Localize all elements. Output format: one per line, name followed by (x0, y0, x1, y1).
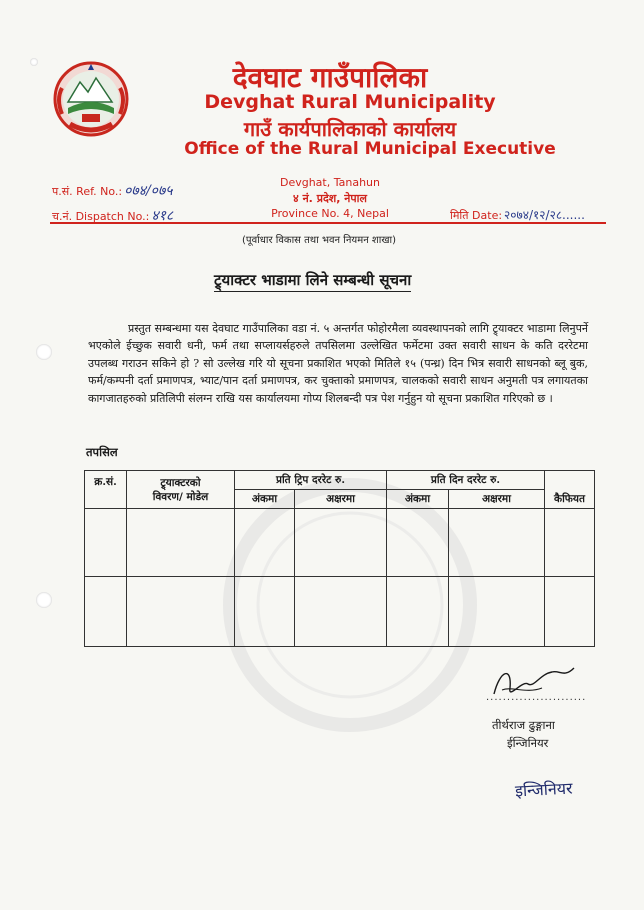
dispatch-label: च.नं. Dispatch No.: (52, 210, 150, 223)
signatory-title: ईन्जिनियर (507, 736, 549, 750)
branch-name: (पूर्वाधार विकास तथा भवन नियमन शाखा) (242, 235, 396, 246)
address-line-3: Province No. 4, Nepal (271, 207, 389, 220)
signatory-name: तीर्थराज ढुङ्गाना (492, 718, 555, 732)
col-day-words: अक्षरमा (449, 490, 545, 509)
table-row (85, 577, 595, 647)
ref-value: ०७४/०७५ (124, 183, 173, 199)
engineer-stamp: इन्जिनियर (514, 778, 573, 801)
date (450, 206, 585, 223)
notice-title: ट्र्याक्टर भाडामा लिने सम्बन्धी सूचना (214, 270, 411, 292)
col-serial-number: क्र.सं. (85, 471, 127, 509)
municipality-name-nepali: देवघाट गाउँपालिका (232, 61, 428, 94)
col-group-per-day: प्रति दिन दररेट रु. (387, 471, 545, 490)
col-tractor-line-1: ट्र्याक्टरको (160, 476, 201, 489)
address-line-2: ४ नं. प्रदेश, नेपाल (293, 192, 367, 205)
table-header-row (85, 471, 595, 490)
signature-dots: ........................ (486, 692, 587, 703)
col-tractor-line-2: विवरण/ मोडेल (152, 490, 209, 503)
rate-table (84, 470, 595, 647)
table-row (85, 509, 595, 577)
punch-hole-bottom (36, 592, 52, 608)
date-value: २०७४/१२/२८...... (504, 208, 585, 222)
office-name-english: Office of the Rural Municipal Executive (184, 139, 556, 159)
punch-hole-middle (36, 344, 52, 360)
col-group-per-trip: प्रति ट्रिप दररेट रु. (235, 471, 387, 490)
ref-label: प.सं. Ref. No.: (52, 185, 123, 198)
col-remarks: कैफियत (545, 471, 595, 509)
address-line-1: Devghat, Tanahun (279, 176, 380, 189)
header-divider (50, 222, 606, 224)
col-trip-words: अक्षरमा (295, 490, 387, 509)
municipality-name-english: Devghat Rural Municipality (204, 91, 496, 113)
schedule-heading: तपसिल (86, 445, 118, 459)
punch-hole-top (30, 58, 38, 66)
date-label: मिति Date: (450, 209, 503, 222)
office-name-nepali: गाउँ कार्यपालिकाको कार्यालय (243, 117, 457, 141)
ref-number (52, 181, 173, 200)
col-trip-figures: अंकमा (235, 490, 295, 509)
dispatch-value: ४१८ (151, 208, 174, 224)
col-tractor-details (127, 471, 235, 509)
notice-body: प्रस्तुत सम्बन्धमा यस देवघाट गाउँपालिका वडा नं. ५ अन्तर्गत फोहोरमैला व्यवस्थापनको लागि ट्र्याक्टर भाडामा लिनुपर्ने भएकोले ईच्छुक सवारी धनी, फर्म तथा सप्लायर्सहरुले तपसिलमा उल्लेखित फर्मेटमा उक्त सवारी साधन के कति दररेटमा उपलब्ध गराउन सकिने हो ? सो उल्लेख गरि यो सूचना प्रकाशित भएको मितिले १५ (पन्ध्र) दिन भित्र सवारी साधनको ब्लू बुक, फर्म/कम्पनी दर्ता प्रमाणपत्र, भ्याट/पान दर्ता प्रमाणपत्र, कर चुक्ताको प्रमाणपत्र, चालकको सवारी साधन अनुमती पत्र लगायतका कागजातहरुको प्रतिलिपी संलग्न राखि यस कार्यालयमा गोप्य शिलबन्दी पत्र पेश गर्नुहुन यो सूचना प्रकाशित गरिएको छ । (88, 322, 588, 405)
col-day-figures: अंकमा (387, 490, 449, 509)
